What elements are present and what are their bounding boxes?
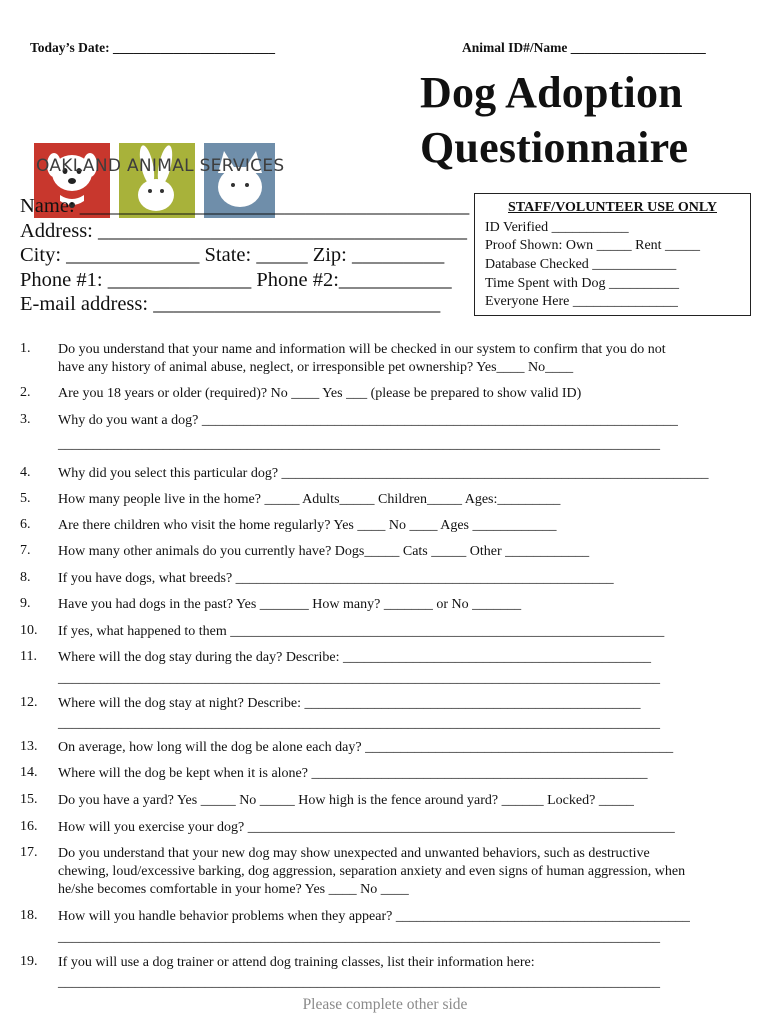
question-16-text[interactable]: How will you exercise your dog? _____________________________________________________________ bbox=[58, 820, 675, 835]
staff-everyone-here[interactable]: Everyone Here _______________ bbox=[485, 294, 678, 309]
question-12-number: 12. bbox=[20, 695, 38, 710]
question-8-number: 8. bbox=[20, 570, 31, 585]
question-19-number: 19. bbox=[20, 954, 38, 969]
question-2-number: 2. bbox=[20, 385, 31, 400]
page-title-line2: Questionnaire bbox=[420, 123, 689, 172]
staff-proof-shown[interactable]: Proof Shown: Own _____ Rent _____ bbox=[485, 238, 701, 253]
question-15-number: 15. bbox=[20, 792, 38, 807]
question-1-number: 1. bbox=[20, 341, 31, 356]
question-4-text[interactable]: Why did you select this particular dog? _____________________________________________________________ bbox=[58, 466, 709, 481]
question-7-number: 7. bbox=[20, 543, 31, 558]
city-state-zip-field[interactable]: City: _____________ State: _____ Zip: _________ bbox=[20, 244, 445, 266]
question-14-text[interactable]: Where will the dog be kept when it is alone? ________________________________________________ bbox=[58, 766, 648, 781]
question-5-text[interactable]: How many people live in the home? _____ Adults_____ Children_____ Ages:_________ bbox=[58, 492, 561, 507]
answer-line-18[interactable]: ______________________________________________________________________________________ bbox=[58, 930, 660, 945]
question-17-line3[interactable]: he/she becomes comfortable in your home? Yes ____ No ____ bbox=[58, 882, 409, 897]
question-12-text[interactable]: Where will the dog stay at night? Describe: ________________________________________________ bbox=[58, 696, 641, 711]
question-11-number: 11. bbox=[20, 649, 37, 664]
answer-line-19[interactable]: ______________________________________________________________________________________ bbox=[58, 975, 660, 990]
question-2-text[interactable]: Are you 18 years or older (required)? No ____ Yes ___ (please be prepared to show valid ID) bbox=[58, 386, 582, 401]
question-13-number: 13. bbox=[20, 739, 38, 754]
address-field[interactable]: Address: ____________________________________ bbox=[20, 220, 468, 242]
question-13-text[interactable]: On average, how long will the dog be alone each day? ____________________________________________ bbox=[58, 740, 674, 755]
question-3-number: 3. bbox=[20, 412, 31, 427]
staff-database-checked[interactable]: Database Checked ____________ bbox=[485, 257, 677, 272]
question-7-text[interactable]: How many other animals do you currently have? Dogs_____ Cats _____ Other ____________ bbox=[58, 544, 590, 559]
email-field[interactable]: E-mail address: ____________________________ bbox=[20, 293, 441, 315]
question-9-text[interactable]: Have you had dogs in the past? Yes _______ How many? _______ or No _______ bbox=[58, 597, 522, 612]
question-3-text[interactable]: Why do you want a dog? ____________________________________________________________________ bbox=[58, 413, 678, 428]
question-10-number: 10. bbox=[20, 623, 38, 638]
question-19-text: If you will use a dog trainer or attend dog training classes, list their information here: bbox=[58, 955, 535, 970]
question-14-number: 14. bbox=[20, 765, 38, 780]
question-17-number: 17. bbox=[20, 845, 38, 860]
footer-note: Please complete other side bbox=[302, 996, 468, 1013]
name-field[interactable]: Name: ______________________________________ bbox=[20, 195, 470, 217]
question-11-text[interactable]: Where will the dog stay during the day? Describe: ____________________________________________ bbox=[58, 650, 651, 665]
todays-date-field[interactable]: Today’s Date: ________________________ bbox=[30, 40, 276, 55]
answer-line-3[interactable]: ______________________________________________________________________________________ bbox=[58, 437, 660, 452]
answer-line-12[interactable]: ______________________________________________________________________________________ bbox=[58, 716, 660, 731]
logo-wordmark: OAKLAND ANIMAL SERVICES bbox=[36, 156, 285, 176]
animal-id-field[interactable]: Animal ID#/Name ____________________ bbox=[462, 40, 706, 55]
question-10-text[interactable]: If yes, what happened to them ______________________________________________________________ bbox=[58, 624, 665, 639]
staff-id-verified[interactable]: ID Verified ___________ bbox=[485, 220, 629, 235]
question-6-number: 6. bbox=[20, 517, 31, 532]
question-18-text[interactable]: How will you handle behavior problems when they appear? __________________________________________ bbox=[58, 909, 690, 924]
question-1-line2[interactable]: have any history of animal abuse, neglect, or irresponsible pet ownership? Yes____ No____ bbox=[58, 360, 574, 375]
question-16-number: 16. bbox=[20, 819, 38, 834]
question-4-number: 4. bbox=[20, 465, 31, 480]
question-6-text[interactable]: Are there children who visit the home regularly? Yes ____ No ____ Ages ____________ bbox=[58, 518, 557, 533]
staff-use-box bbox=[474, 193, 751, 316]
question-9-number: 9. bbox=[20, 596, 31, 611]
question-18-number: 18. bbox=[20, 908, 38, 923]
staff-box-title: STAFF/VOLUNTEER USE ONLY bbox=[508, 200, 717, 215]
question-17-line1: Do you understand that your new dog may show unexpected and unwanted behaviors, such as destructive bbox=[58, 846, 650, 861]
phone-fields[interactable]: Phone #1: ______________ Phone #2:___________ bbox=[20, 269, 452, 291]
answer-line-11[interactable]: ______________________________________________________________________________________ bbox=[58, 671, 660, 686]
question-1-line1: Do you understand that your name and information will be checked in our system to confirm that you do not bbox=[58, 342, 666, 357]
question-5-number: 5. bbox=[20, 491, 31, 506]
question-15-text[interactable]: Do you have a yard? Yes _____ No _____ How high is the fence around yard? ______ Locked? _____ bbox=[58, 793, 634, 808]
page-title-line1: Dog Adoption bbox=[420, 68, 683, 117]
staff-time-spent[interactable]: Time Spent with Dog __________ bbox=[485, 276, 679, 291]
question-8-text[interactable]: If you have dogs, what breeds? ______________________________________________________ bbox=[58, 571, 614, 586]
question-17-line2: chewing, loud/excessive barking, dog aggression, separation anxiety and even signs of human aggression, when bbox=[58, 864, 686, 879]
